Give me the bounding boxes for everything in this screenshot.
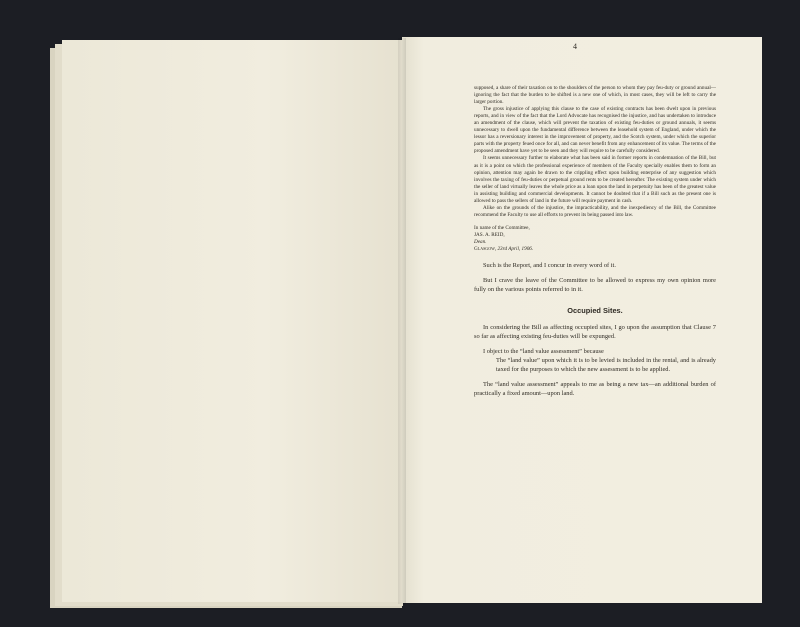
final-paragraph: The “land value assessment” appeals to me as being a new tax—an additional burden of practically a fixed amount—upon land. (474, 381, 716, 398)
signature-name: JAS. A. REID, (474, 231, 505, 238)
signature-date: 23rd April, 1906. (497, 246, 534, 253)
signature-title: Dean. (474, 238, 487, 245)
comment-paragraph: But I crave the leave of the Committee to be allowed to express my own opinion more fully on the various points referred to in it. (474, 277, 716, 294)
right-text-page (402, 37, 762, 603)
signature-place: Glasgow, (474, 246, 497, 253)
section-paragraph: In considering the Bill as affecting occupied sites, I go upon the assumption that Clause 7 so far as affecting existing feu-duties will be expunged. (474, 324, 716, 341)
section-heading: Occupied Sites. (567, 306, 623, 316)
report-paragraph: supposed, a share of their taxation on to the shoulders of the person to whom they pay feu-duty or ground annual—ignoring the fact that the burden to be shifted is a new one of which, in most cases, they will be left to carry the larger portion. (474, 85, 716, 106)
left-blank-page (62, 40, 402, 602)
comment-paragraph: Such is the Report, and I concur in every word of it. (483, 262, 616, 270)
section-paragraph: I object to the “land value assessment” because (483, 348, 604, 356)
report-paragraph: It seems unnecessary further to elaborate what has been said in former reports in condemnation of the Bill, but as it is a point on which the professional experience of members of the Faculty specially enables them to form an opinion, attention may again be drawn to the crippling effect upon building enterprise of any suggestion which involves the taxing of feu-duties or perpetual ground rents to be created hereafter. The existing system under which the seller of land virtually leaves the whole price as a loan upon the land in perpetuity has been of the greatest value in assisting building and commercial developments. It cannot be doubted that if a Bill such as the present one is allowed to pass the sellers of land in the future will require payment in cash. (474, 155, 716, 204)
book-gutter (398, 38, 406, 604)
page-content (474, 85, 716, 398)
report-paragraph: Alike on the grounds of the injustice, the impracticability, and the inexpediency of the Bill, the Committee recommend the Faculty to use all efforts to prevent its being passed into law. (474, 204, 716, 218)
signature-block (474, 225, 716, 253)
report-paragraph: The gross injustice of applying this clause to the case of existing contracts has been dwelt upon in previous reports, and in view of the fact that the Lord Advocate has recognised the injustice, and has undertaken to introduce an amendment of the clause, which will prevent the taxation of existing feu-duties or ground annuals, it seems unnecessary to dwell upon the fundamental difference between the leasehold system of England, under which the lessor has a reversionary interest in the improvement of property, and the Scotch system, under which the superior parts with the property feued once for all, and can never benefit from any enhancement of its value. The terms of the proposed amendment have yet to be seen and they will require to be carefully considered. (474, 106, 716, 155)
commentary (474, 261, 716, 398)
quoted-point: The “land value” upon which it is to be levied is included in the rental, and is already taxed for the purposes to which the new assessment is to be applied. (496, 357, 716, 374)
page-number: 4 (573, 42, 577, 51)
signature-on-behalf: In name of the Committee, (474, 224, 530, 231)
signature-date-line (474, 246, 716, 253)
